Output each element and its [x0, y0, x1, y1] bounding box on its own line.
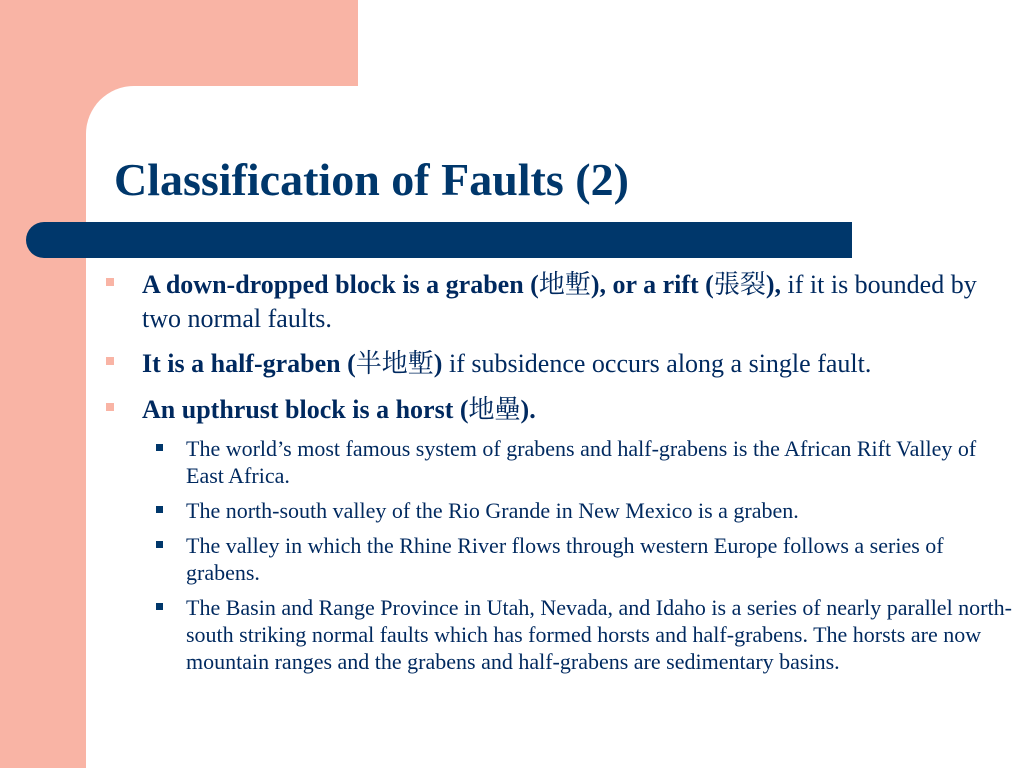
bullet-text-part: 半地塹 [355, 349, 434, 379]
square-bullet-icon [106, 357, 114, 365]
sub-bullet-text: The world’s most famous system of grabens and half-grabens is the African Rift Valley of East Africa. [186, 436, 977, 488]
sub-bullet-list [104, 435, 1016, 675]
bullet-text-part: if it is bounded by two normal faults. [142, 270, 977, 333]
bullet-item [104, 393, 1016, 427]
slide-title: Classification of Faults (2) [114, 154, 629, 205]
sub-bullet-text: The valley in which the Rhine River flows through western Europe follows a series of grabens. [186, 533, 944, 585]
bullet-text-part: ), or a rift ( [590, 270, 714, 299]
bullet-text-part: An upthrust block is a horst ( [142, 395, 469, 424]
slide-content [104, 268, 1016, 683]
bullet-text-part: if subsidence occurs along a single fault. [442, 349, 872, 378]
sub-bullet-item [186, 532, 1016, 586]
sub-bullet-text: The Basin and Range Province in Utah, Nevada, and Idaho is a series of nearly parallel north-south striking normal faults which has formed horsts and half-grabens. The horsts are now mountain ranges and the grabens and half-grabens are sedimentary basins. [186, 595, 1012, 674]
bullet-text-part: 地壘 [468, 395, 521, 425]
title-bar [26, 222, 852, 258]
slide-frame-left [0, 0, 86, 768]
bullet-item [104, 347, 1016, 381]
sub-bullet-item [186, 497, 1016, 524]
bullet-text-part: ). [520, 395, 536, 424]
square-bullet-icon [156, 541, 163, 548]
bullet-text-part: ), [765, 270, 782, 299]
sub-bullet-text: The north-south valley of the Rio Grande in New Mexico is a graben. [186, 498, 799, 523]
bullet-text-part: A down-dropped block is a graben ( [142, 270, 539, 299]
sub-bullet-item [186, 435, 1016, 489]
square-bullet-icon [106, 403, 114, 411]
square-bullet-icon [106, 278, 114, 286]
bullet-text-part: 張裂 [713, 270, 766, 300]
square-bullet-icon [156, 444, 163, 451]
bullet-item [104, 268, 1016, 335]
bullet-text-part: ) [433, 349, 443, 378]
slide-frame-top [0, 0, 358, 86]
bullet-text-part: It is a half-graben ( [142, 349, 356, 378]
square-bullet-icon [156, 603, 163, 610]
bullet-text-part: 地塹 [538, 270, 591, 300]
square-bullet-icon [156, 506, 163, 513]
sub-bullet-item [186, 594, 1016, 675]
